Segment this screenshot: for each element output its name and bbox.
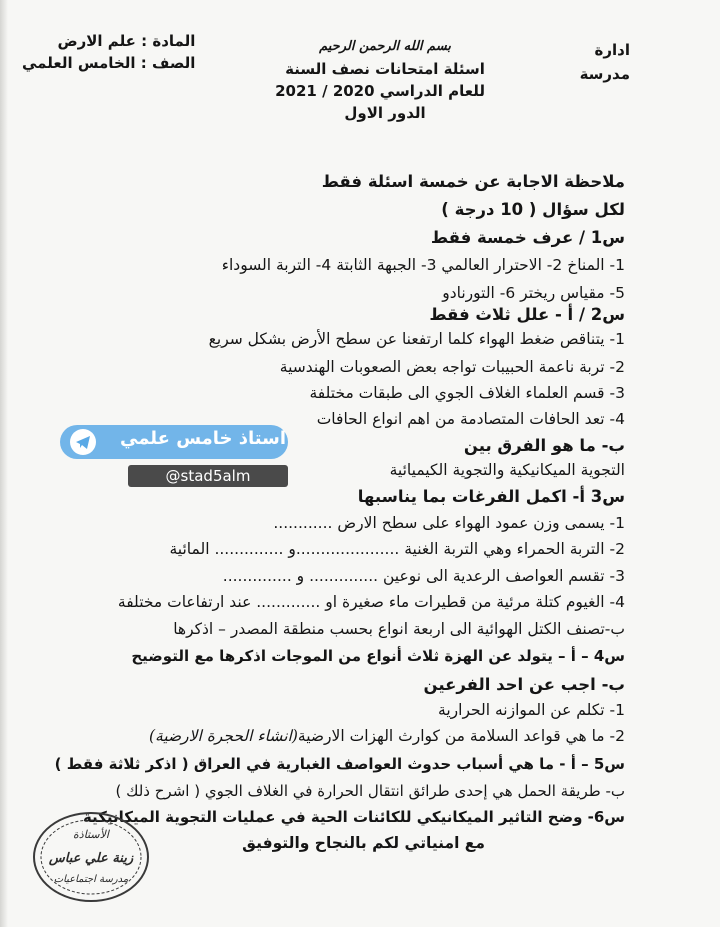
watermark-title: استاذ خامس علمي xyxy=(120,428,286,449)
grade-label: الصف : الخامس العلمي xyxy=(22,54,196,72)
exam-round: الدور الاول xyxy=(344,104,426,122)
q5-b-text: ب- طريقة الحمل هي إحدى طرائق انتقال الحرارة في الغلاف الجوي ( اشرح ذلك ) xyxy=(115,782,625,800)
exam-year: للعام الدراسي 2020 / 2021 xyxy=(275,82,485,100)
q4-b-item-1: 1- تكلم عن الموازنه الحرارية xyxy=(438,701,625,719)
svg-text:الأستاذة: الأستاذة xyxy=(73,828,109,841)
channel-watermark xyxy=(60,425,288,487)
q1-items-b: 5- مقياس ريختر 6- التورنادو xyxy=(442,284,625,302)
exam-title: اسئلة امتحانات نصف السنة xyxy=(285,60,485,78)
scan-edge xyxy=(0,0,8,927)
watermark-handle: @stad5alm xyxy=(128,465,288,487)
svg-text:مدرسة اجتماعيات: مدرسة اجتماعيات xyxy=(53,874,129,885)
telegram-icon xyxy=(70,429,96,455)
q1-items-a: 1- المناخ 2- الاحترار العالمي 3- الجبهة الثابتة 4- التربة السوداء xyxy=(221,256,625,274)
handwritten-note: (انشاء الحجرة الارضية) xyxy=(148,727,298,745)
q2-item-4: 4- تعد الحافات المتصادمة من اهم انواع الحافات xyxy=(316,410,625,428)
basmala: بسم الله الرحمن الرحيم xyxy=(319,39,451,54)
q3-title: س3 أ- اكمل الفرغات بما يناسبها xyxy=(357,487,625,506)
teacher-stamp xyxy=(30,808,152,906)
q2-item-2: 2- تربة ناعمة الحبيبات تواجه بعض الصعوبات الهندسية xyxy=(279,358,625,376)
q3-b-text: ب-تصنف الكتل الهوائية الى اربعة انواع بحسب منطقة المصدر – اذكرها xyxy=(173,620,625,638)
q3-item-4: 4- الغيوم كتلة مرئية من قطيرات ماء صغيرة او ............. عند ارتفاعات مختلفة xyxy=(117,593,625,611)
header-school xyxy=(580,38,630,86)
subject-label: المادة : علم الارض xyxy=(57,32,196,50)
q1-title: س1 / عرف خمسة فقط xyxy=(430,228,625,247)
header-subject xyxy=(22,30,195,74)
q5-title: س5 – أ - ما هي أسباب حدوث العواصف الغبارية في العراق ( اذكر ثلاثة فقط ) xyxy=(54,755,625,773)
q2-b-title: ب- ما هو الفرق بين xyxy=(463,436,625,455)
header-school-label: مدرسة xyxy=(579,65,630,83)
q2-item-1: 1- يتناقص ضغط الهواء كلما ارتفعنا عن سطح الأرض بشكل سريع xyxy=(208,330,625,348)
q2-item-3: 3- قسم العلماء الغلاف الجوي الى طبقات مختلفة xyxy=(309,384,625,402)
q4-title: س4 – أ – يتولد عن الهزة ثلاث أنواع من الموجات اذكرها مع التوضيح xyxy=(131,647,625,665)
svg-text:زينة علي عباس: زينة علي عباس xyxy=(48,851,134,866)
header-exam-info xyxy=(275,36,485,124)
q4-b-item-2 xyxy=(149,727,625,745)
q3-item-3: 3- تقسم العواصف الرعدية الى نوعين .............. و .............. xyxy=(222,567,625,585)
q3-item-1: 1- يسمى وزن عمود الهواء على سطح الارض ............ xyxy=(273,514,625,532)
closing-wish: مع امنياتي لكم بالنجاح والتوفيق xyxy=(242,834,485,852)
q3-item-2: 2- التربة الحمراء وهي التربة الغنية .....................و .............. المائية xyxy=(169,540,625,558)
q2-b-text: التجوية الميكانيكية والتجوية الكيميائية xyxy=(389,461,625,479)
q6-title: س6- وضح التاثير الميكانيكي للكائنات الحية في عمليات التجوية الميكانيكية xyxy=(82,808,625,826)
q2-title: س2 / أ - علل ثلاث فقط xyxy=(429,305,625,324)
q4-b-item-2-text: 2- ما هي قواعد السلامة من كوارث الهزات الارضية xyxy=(297,727,625,745)
note-line: ملاحظة الاجابة عن خمسة اسئلة فقط xyxy=(321,172,625,191)
q4-b-title: ب- اجب عن احد الفرعين xyxy=(423,675,625,694)
marks-line: لكل سؤال ( 10 درجة ) xyxy=(441,200,625,219)
header-admin: ادارة xyxy=(594,41,630,59)
